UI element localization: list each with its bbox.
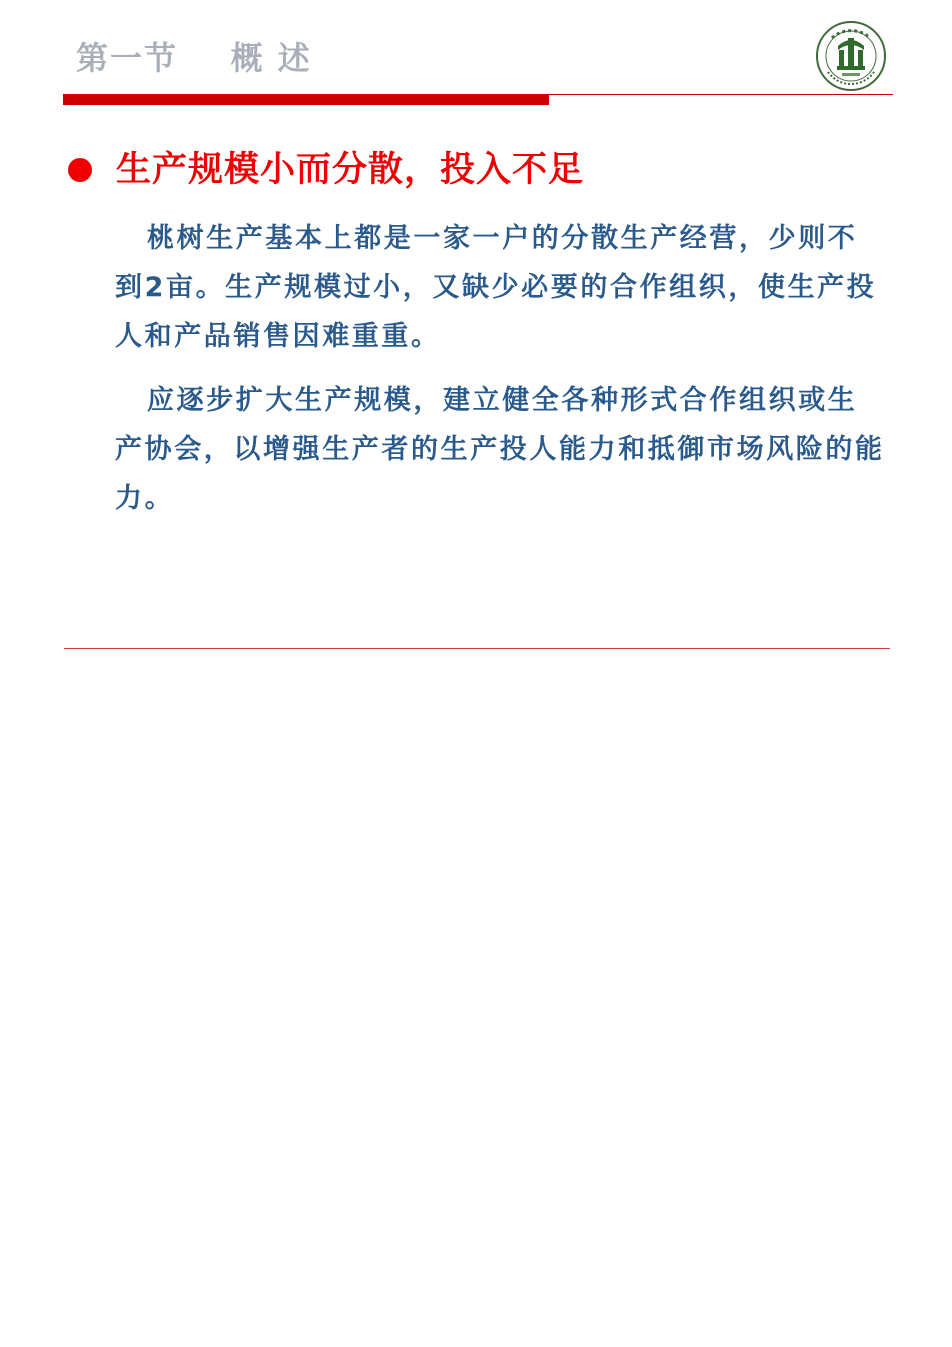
footer-rule [64,648,890,649]
body-paragraph-1: 桃树生产基本上都是一家一户的分散生产经营，少则不到2亩。生产规模过小，又缺少必要的合作组织，使生产投人和产品销售因难重重。 [115,223,877,352]
university-seal-icon [808,20,894,92]
header-rule-thick [63,94,549,105]
red-dot-bullet-icon [68,158,92,182]
slide-title: 第一节 概 述 [76,39,312,77]
section-heading-row [68,147,584,193]
body-paragraph-2: 应逐步扩大生产规模，建立健全各种形式合作组织或生产协会，以增强生产者的生产投人能力和抵御市场风险的能力。 [115,385,885,514]
section-heading: 生产规模小而分散，投入不足 [116,150,585,190]
header-rule-thin [549,94,893,95]
